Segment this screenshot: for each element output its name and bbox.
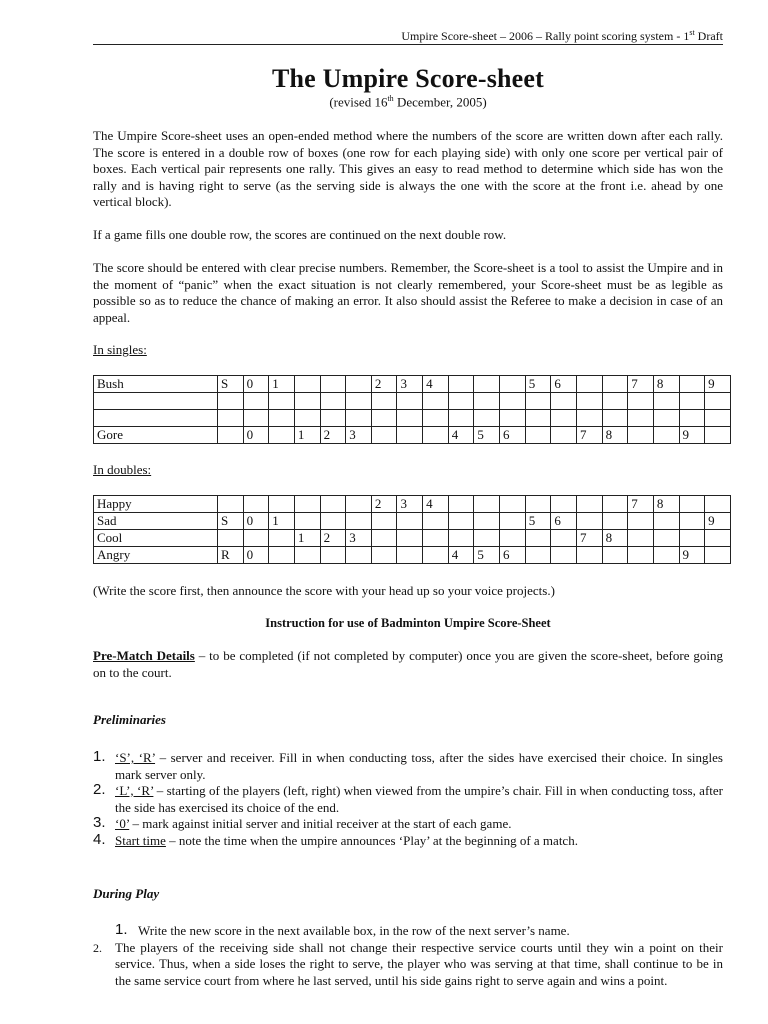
singles-score-cell <box>653 393 679 410</box>
singles-score-cell: 4 <box>448 427 474 444</box>
item-text: – starting of the players (left, right) when viewed from the umpire’s chair. Fill in when conducting toss, after the side has exercised its choice of the end. <box>115 783 723 815</box>
doubles-score-cell: 7 <box>628 496 654 513</box>
singles-score-cell <box>602 393 628 410</box>
singles-score-cell: 5 <box>525 376 551 393</box>
doubles-score-cell <box>423 530 449 547</box>
running-header-title: Umpire Score-sheet – 2006 – Rally point scoring system - 1 <box>401 29 690 43</box>
singles-score-cell <box>269 410 295 427</box>
doubles-score-cell <box>474 513 500 530</box>
singles-score-cell: 7 <box>628 376 654 393</box>
doubles-score-cell <box>576 547 602 564</box>
singles-score-cell <box>320 376 346 393</box>
doubles-score-cell <box>371 530 397 547</box>
singles-score-cell <box>269 393 295 410</box>
during-play-heading: During Play <box>93 886 160 901</box>
singles-score-cell: 6 <box>500 427 526 444</box>
doubles-score-cell: 1 <box>269 513 295 530</box>
singles-score-cell <box>576 393 602 410</box>
doubles-score-cell <box>269 530 295 547</box>
singles-score-cell <box>525 410 551 427</box>
prematch-paragraph: Pre-Match Details – to be completed (if not completed by computer) once you are given the score-sheet, before going on to the court. <box>93 648 723 680</box>
singles-score-cell <box>474 393 500 410</box>
intro-paragraph-2: If a game fills one double row, the scores are continued on the next double row. <box>93 227 507 242</box>
prematch-label: Pre-Match Details <box>93 648 195 663</box>
item-key: ‘S’, ‘R’ <box>115 750 156 765</box>
doubles-score-cell <box>269 547 295 564</box>
preliminaries-list <box>93 750 723 849</box>
item-text: Write the new score in the next available box, in the row of the next server’s name. <box>138 923 570 938</box>
doubles-score-cell: 0 <box>243 547 269 564</box>
singles-score-cell <box>448 376 474 393</box>
doubles-score-cell <box>218 530 244 547</box>
doubles-score-cell <box>628 530 654 547</box>
singles-score-cell: 8 <box>653 376 679 393</box>
doubles-score-cell <box>500 530 526 547</box>
doubles-score-cell: 2 <box>371 496 397 513</box>
singles-score-cell: 2 <box>371 376 397 393</box>
doubles-score-cell <box>320 496 346 513</box>
doubles-score-cell <box>423 513 449 530</box>
page-subtitle: (revised 16th December, 2005) <box>329 94 487 110</box>
doubles-score-cell: R <box>218 547 244 564</box>
doubles-score-cell: 9 <box>705 513 731 530</box>
singles-score-cell: 3 <box>397 376 423 393</box>
singles-score-cell: 4 <box>423 376 449 393</box>
doubles-score-cell <box>705 496 731 513</box>
item-text: – mark against initial server and initial receiver at the start of each game. <box>129 816 512 831</box>
during-play-list <box>93 923 723 989</box>
doubles-score-cell <box>679 496 705 513</box>
doubles-score-cell <box>269 496 295 513</box>
doubles-score-cell <box>243 496 269 513</box>
singles-score-cell: 6 <box>551 376 577 393</box>
doubles-score-cell <box>576 496 602 513</box>
singles-score-cell <box>679 410 705 427</box>
singles-score-cell <box>500 393 526 410</box>
header-rule <box>93 44 723 45</box>
singles-score-cell: 8 <box>602 427 628 444</box>
instruction-heading: Instruction for use of Badminton Umpire Score-Sheet <box>265 616 551 630</box>
preliminaries-item <box>93 750 723 783</box>
singles-score-cell: 9 <box>705 376 731 393</box>
doubles-score-cell <box>346 496 372 513</box>
running-header-sup: st <box>689 28 695 37</box>
doubles-score-cell <box>346 547 372 564</box>
singles-score-cell <box>602 376 628 393</box>
doubles-score-cell <box>448 530 474 547</box>
doubles-score-cell <box>551 547 577 564</box>
doubles-score-cell: 8 <box>602 530 628 547</box>
doubles-score-cell: 2 <box>320 530 346 547</box>
preliminaries-item <box>93 783 723 816</box>
singles-score-cell <box>423 427 449 444</box>
doubles-row <box>94 547 731 564</box>
doubles-score-cell <box>320 547 346 564</box>
doubles-score-cell: 3 <box>346 530 372 547</box>
singles-score-cell <box>653 427 679 444</box>
singles-score-cell <box>474 376 500 393</box>
during-play-item <box>93 923 723 940</box>
page-title: The Umpire Score-sheet <box>271 64 545 93</box>
doubles-score-cell <box>371 547 397 564</box>
doubles-score-cell: 9 <box>679 547 705 564</box>
singles-score-cell <box>371 393 397 410</box>
doubles-score-cell <box>294 547 320 564</box>
doubles-score-cell <box>576 513 602 530</box>
singles-score-cell <box>551 393 577 410</box>
doubles-score-cell: 7 <box>576 530 602 547</box>
singles-score-cell <box>628 427 654 444</box>
doubles-player-name: Angry <box>94 547 218 564</box>
doubles-score-cell: 3 <box>397 496 423 513</box>
singles-score-cell <box>628 410 654 427</box>
doubles-score-cell <box>346 513 372 530</box>
singles-score-cell <box>500 376 526 393</box>
singles-score-cell: S <box>218 376 244 393</box>
intro-paragraph-3: The score should be entered with clear precise numbers. Remember, the Score-sheet is a tool to assist the Umpire and in the moment of “panic” when the exact situation is not clearly remembered, your Score-sheet must be as legible as possible so as to reduce the chance of making an error. It also should assist the Referee to make a decision in case of an appeal. <box>93 260 723 325</box>
singles-score-cell: 0 <box>243 427 269 444</box>
singles-score-cell <box>474 410 500 427</box>
singles-player-name <box>94 393 218 410</box>
singles-player-name: Bush <box>94 376 218 393</box>
running-header <box>401 28 723 44</box>
singles-score-cell <box>243 393 269 410</box>
item-key: ‘L’, ‘R’ <box>115 783 154 798</box>
singles-score-cell <box>218 427 244 444</box>
doubles-score-cell <box>525 496 551 513</box>
singles-row <box>94 427 731 444</box>
doubles-score-cell <box>448 496 474 513</box>
singles-score-cell: 3 <box>346 427 372 444</box>
singles-score-cell <box>320 393 346 410</box>
singles-score-cell: 0 <box>243 376 269 393</box>
item-number: 3. <box>93 814 106 831</box>
singles-score-cell <box>576 410 602 427</box>
doubles-score-cell <box>653 530 679 547</box>
doubles-score-cell <box>551 496 577 513</box>
item-text: – note the time when the umpire announces ‘Play’ at the beginning of a match. <box>165 832 578 848</box>
singles-score-cell: 1 <box>294 427 320 444</box>
doubles-score-cell: 4 <box>448 547 474 564</box>
singles-score-cell <box>551 410 577 427</box>
singles-player-name <box>94 410 218 427</box>
doubles-score-cell <box>397 513 423 530</box>
singles-score-table <box>93 375 731 444</box>
doubles-score-cell <box>474 530 500 547</box>
doubles-score-cell <box>679 513 705 530</box>
doubles-score-cell <box>320 513 346 530</box>
doubles-score-cell: 8 <box>653 496 679 513</box>
singles-score-cell <box>525 427 551 444</box>
item-text: The players of the receiving side shall not change their respective service courts until they win a point on their service. Thus, when a side loses the right to serve, the player who was serving at that time, shall continue to be in the same service court from where he last served, until his side gains right to serve again and wins a point. <box>115 939 723 988</box>
singles-label: In singles: <box>93 342 147 357</box>
doubles-score-cell <box>602 496 628 513</box>
singles-score-cell <box>448 410 474 427</box>
item-number: 2. <box>93 781 106 798</box>
doubles-player-name: Cool <box>94 530 218 547</box>
singles-score-cell <box>218 410 244 427</box>
doubles-row <box>94 496 731 513</box>
doubles-score-cell <box>371 513 397 530</box>
doubles-score-cell <box>218 496 244 513</box>
singles-score-cell <box>243 410 269 427</box>
doubles-score-cell: 1 <box>294 530 320 547</box>
singles-score-cell <box>448 393 474 410</box>
doubles-score-table <box>93 495 731 564</box>
doubles-score-cell <box>602 547 628 564</box>
singles-score-cell <box>628 393 654 410</box>
doubles-score-cell <box>423 547 449 564</box>
singles-score-cell <box>397 427 423 444</box>
doubles-score-cell <box>679 530 705 547</box>
singles-player-name: Gore <box>94 427 218 444</box>
doubles-score-cell <box>448 513 474 530</box>
singles-score-cell <box>653 410 679 427</box>
singles-score-cell: 2 <box>320 427 346 444</box>
doubles-score-cell <box>474 496 500 513</box>
singles-score-cell: 5 <box>474 427 500 444</box>
doubles-score-cell <box>705 547 731 564</box>
singles-score-cell <box>705 427 731 444</box>
intro-paragraph-1: The Umpire Score-sheet uses an open-ended method where the numbers of the score are written down after each rally. The score is entered in a double row of boxes (one row for each playing side) with only one score per vertical pair of boxes. Each vertical pair represents one rally. This gives an easy to read method to determine which side has won the rally and is having right to serve (as the serving side is always the one with the score at the front i.e. ahead by one vertical block). <box>93 128 723 209</box>
item-number: 1. <box>93 748 106 765</box>
doubles-score-cell: 4 <box>423 496 449 513</box>
announce-note: (Write the score first, then announce the score with your head up so your voice projects.) <box>93 583 555 598</box>
running-header-tail: Draft <box>694 29 723 43</box>
doubles-score-cell: 0 <box>243 513 269 530</box>
doubles-score-cell <box>525 547 551 564</box>
singles-row <box>94 376 731 393</box>
doubles-score-cell <box>500 513 526 530</box>
doubles-player-name: Happy <box>94 496 218 513</box>
singles-score-cell <box>705 410 731 427</box>
singles-score-cell <box>218 393 244 410</box>
item-key: Start time <box>115 832 166 848</box>
doubles-score-cell: S <box>218 513 244 530</box>
singles-score-cell: 7 <box>576 427 602 444</box>
singles-row <box>94 410 731 427</box>
singles-score-cell <box>602 410 628 427</box>
singles-score-cell <box>705 393 731 410</box>
singles-score-cell <box>346 410 372 427</box>
doubles-player-name: Sad <box>94 513 218 530</box>
doubles-score-cell: 6 <box>500 547 526 564</box>
singles-score-cell <box>320 410 346 427</box>
singles-score-cell <box>346 393 372 410</box>
during-play-item <box>93 940 723 990</box>
preliminaries-item <box>93 830 723 850</box>
singles-score-cell <box>525 393 551 410</box>
doubles-score-cell <box>243 530 269 547</box>
singles-score-cell <box>294 393 320 410</box>
doubles-score-cell <box>705 530 731 547</box>
doubles-score-cell <box>628 547 654 564</box>
singles-score-cell <box>423 393 449 410</box>
item-key: ‘0’ <box>115 816 130 831</box>
doubles-score-cell <box>653 513 679 530</box>
singles-score-cell <box>371 427 397 444</box>
singles-score-cell <box>371 410 397 427</box>
singles-score-cell <box>679 393 705 410</box>
doubles-score-cell <box>397 547 423 564</box>
doubles-score-cell <box>628 513 654 530</box>
item-number: 1. <box>115 921 128 938</box>
doubles-score-cell <box>294 496 320 513</box>
singles-score-cell <box>269 427 295 444</box>
singles-row <box>94 393 731 410</box>
singles-score-cell <box>397 393 423 410</box>
doubles-score-cell <box>551 530 577 547</box>
singles-score-cell <box>294 410 320 427</box>
doubles-score-cell <box>653 547 679 564</box>
doubles-score-cell <box>525 530 551 547</box>
singles-score-cell: 9 <box>679 427 705 444</box>
preliminaries-heading: Preliminaries <box>93 712 166 727</box>
doubles-score-cell: 5 <box>474 547 500 564</box>
singles-score-cell <box>500 410 526 427</box>
doubles-score-cell: 6 <box>551 513 577 530</box>
singles-score-cell: 1 <box>269 376 295 393</box>
singles-score-cell <box>423 410 449 427</box>
singles-score-cell <box>576 376 602 393</box>
singles-score-cell <box>397 410 423 427</box>
singles-score-cell <box>346 376 372 393</box>
doubles-score-cell <box>500 496 526 513</box>
doubles-label: In doubles: <box>93 462 152 477</box>
item-text: – server and receiver. Fill in when conducting toss, after the sides have exercised their choice. In singles mark server only. <box>115 750 723 782</box>
doubles-row <box>94 530 731 547</box>
singles-score-cell <box>294 376 320 393</box>
doubles-score-cell <box>602 513 628 530</box>
preliminaries-item <box>93 816 723 833</box>
item-number: 2. <box>93 940 102 955</box>
doubles-score-cell <box>397 530 423 547</box>
item-number: 4. <box>93 830 106 848</box>
doubles-score-cell: 5 <box>525 513 551 530</box>
doubles-row <box>94 513 731 530</box>
doubles-score-cell <box>294 513 320 530</box>
singles-score-cell <box>679 376 705 393</box>
singles-score-cell <box>551 427 577 444</box>
